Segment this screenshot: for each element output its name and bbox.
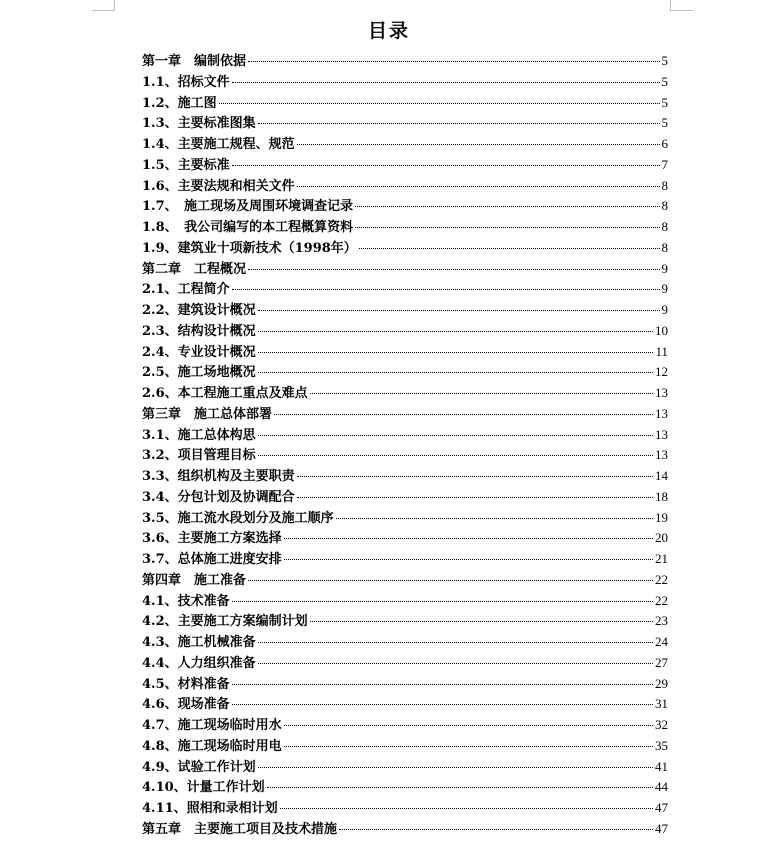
toc-page-number: 44: [655, 779, 668, 795]
toc-entry-label: 1.8、 我公司编写的本工程概算资料: [142, 220, 354, 235]
toc-dot-leader: [248, 579, 653, 581]
toc-page-number: 5: [661, 94, 668, 110]
toc-chapter-entry[interactable]: [142, 404, 668, 425]
toc-chapter-entry[interactable]: [142, 51, 668, 72]
toc-page-number: 13: [655, 385, 668, 400]
toc-section-entry[interactable]: [142, 653, 668, 674]
toc-entry-label: 1.9、建筑业十项新技术（1998年）: [142, 240, 357, 256]
crop-mark-top-left: [92, 0, 115, 11]
toc-entry-label: 2.1、工程简介: [142, 282, 230, 298]
crop-mark-top-right: [670, 0, 693, 11]
toc-page-number: 31: [655, 696, 668, 712]
toc-entry-label: 3.3、组织机构及主要职责: [142, 469, 295, 484]
toc-page-number: 12: [655, 364, 668, 380]
toc-page-number: 47: [655, 800, 668, 815]
toc-entry-label: 2.4、专业设计概况: [142, 344, 256, 360]
toc-section-entry[interactable]: [142, 445, 668, 466]
toc-dot-leader: [284, 537, 653, 539]
toc-page-number: 9: [661, 260, 668, 276]
toc-dot-leader: [232, 81, 660, 83]
toc-entry-label: 3.4、分包计划及协调配合: [142, 489, 295, 505]
toc-entry-label: 1.5、主要标准: [142, 157, 230, 173]
toc-dot-leader: [232, 164, 660, 166]
toc-dot-leader: [355, 205, 659, 207]
toc-entry-label: 3.1、施工总体构思: [142, 427, 256, 443]
toc-section-entry[interactable]: [142, 611, 668, 632]
toc-dot-leader: [232, 683, 653, 685]
toc-entry-label: 4.11、照相和录相计划: [142, 801, 278, 816]
toc-dot-leader: [336, 517, 653, 519]
toc-dot-leader: [258, 309, 660, 311]
toc-dot-leader: [280, 807, 653, 809]
toc-entry-label: 第五章 主要施工项目及技术措施: [142, 821, 338, 837]
toc-section-entry[interactable]: [142, 134, 668, 155]
toc-dot-leader: [258, 434, 653, 436]
toc-page-number: 8: [661, 198, 668, 214]
toc-dot-leader: [284, 724, 653, 726]
toc-page-number: 32: [655, 717, 668, 732]
toc-dot-leader: [267, 786, 653, 788]
toc-dot-leader: [232, 703, 653, 705]
toc-section-entry[interactable]: [142, 508, 668, 529]
toc-page-number: 27: [655, 654, 668, 670]
toc-page-number: 8: [661, 177, 668, 193]
toc-dot-leader: [219, 102, 660, 104]
toc-page-number: 41: [655, 758, 668, 774]
toc-page-number: 5: [661, 115, 668, 131]
toc-entry-label: 第四章 施工准备: [142, 572, 247, 588]
toc-chapter-entry[interactable]: [142, 570, 668, 591]
toc-entry-label: 1.4、主要施工规程、规范: [142, 137, 295, 152]
toc-dot-leader: [297, 496, 653, 498]
toc-entry-label: 3.5、施工流水段划分及施工顺序: [142, 510, 334, 526]
toc-entry-label: 4.5、材料准备: [142, 676, 230, 692]
toc-page-number: 11: [655, 343, 668, 359]
toc-title: 目录: [367, 20, 410, 42]
toc-dot-leader: [297, 143, 660, 145]
toc-section-entry[interactable]: [142, 466, 668, 487]
toc-entry-label: 4.1、技术准备: [142, 593, 230, 609]
toc-section-entry[interactable]: [142, 715, 668, 736]
toc-dot-leader: [258, 641, 653, 643]
toc-dot-leader: [274, 413, 653, 415]
toc-entry-label: 3.6、主要施工方案选择: [142, 531, 282, 547]
toc-section-entry[interactable]: [142, 176, 668, 197]
toc-section-entry[interactable]: [142, 113, 668, 134]
toc-dot-leader: [248, 60, 659, 62]
toc-section-entry[interactable]: [142, 383, 668, 404]
toc-section-entry[interactable]: [142, 757, 668, 778]
toc-section-entry[interactable]: [142, 93, 668, 114]
toc-section-entry[interactable]: [142, 591, 668, 612]
toc-page-number: 9: [661, 302, 668, 317]
toc-page-number: 22: [655, 571, 668, 587]
toc-page-number: 18: [655, 488, 668, 504]
toc-chapter-entry[interactable]: [142, 259, 668, 280]
toc-entry-label: 第三章 施工总体部署: [142, 406, 273, 422]
toc-page-number: 19: [655, 509, 668, 525]
toc-entry-label: 1.1、招标文件: [142, 74, 230, 90]
toc-section-entry[interactable]: [142, 321, 668, 342]
toc-dot-leader: [258, 766, 653, 768]
toc-page-number: 8: [661, 219, 668, 234]
toc-entry-label: 4.2、主要施工方案编制计划: [142, 614, 308, 630]
toc-page-number: 5: [661, 73, 668, 89]
toc-section-entry[interactable]: [142, 777, 668, 798]
toc-section-entry[interactable]: [142, 528, 668, 549]
toc-chapter-entry[interactable]: [142, 819, 668, 840]
toc-section-entry[interactable]: [142, 238, 668, 259]
toc-section-entry[interactable]: [142, 425, 668, 446]
toc-entry-label: 第一章 编制依据: [142, 54, 247, 69]
toc-page-number: 22: [655, 592, 668, 608]
toc-entry-label: 1.6、主要法规和相关文件: [142, 178, 295, 194]
toc-dot-leader: [297, 185, 660, 187]
toc-dot-leader: [297, 475, 653, 477]
toc-section-entry[interactable]: [142, 217, 668, 238]
toc-entry-label: 1.7、 施工现场及周围环境调查记录: [142, 199, 354, 215]
table-of-contents: [142, 51, 668, 840]
toc-page-number: 13: [655, 405, 668, 421]
toc-page-number: 6: [661, 136, 668, 151]
toc-page-number: 35: [655, 737, 668, 753]
toc-entry-label: 2.3、结构设计概况: [142, 323, 256, 339]
toc-page-number: 47: [655, 820, 668, 836]
toc-dot-leader: [258, 662, 653, 664]
toc-entry-label: 2.5、施工场地概况: [142, 365, 256, 381]
toc-page-number: 13: [655, 447, 668, 463]
toc-page-number: 14: [655, 468, 668, 483]
toc-entry-label: 2.6、本工程施工重点及难点: [142, 386, 308, 401]
toc-page-number: 20: [655, 530, 668, 546]
toc-dot-leader: [310, 620, 653, 622]
toc-page-number: 21: [655, 551, 668, 566]
toc-section-entry[interactable]: [142, 632, 668, 653]
toc-dot-leader: [248, 268, 659, 270]
toc-dot-leader: [258, 330, 653, 332]
toc-section-entry[interactable]: [142, 196, 668, 217]
toc-entry-label: 4.3、施工机械准备: [142, 635, 256, 650]
toc-section-entry[interactable]: [142, 736, 668, 757]
toc-section-entry[interactable]: [142, 342, 668, 363]
toc-entry-label: 4.7、施工现场临时用水: [142, 718, 282, 733]
toc-dot-leader: [359, 247, 660, 249]
toc-page-number: 24: [655, 634, 668, 649]
toc-entry-label: 3.2、项目管理目标: [142, 448, 256, 464]
toc-section-entry[interactable]: [142, 694, 668, 715]
toc-dot-leader: [232, 288, 660, 290]
toc-page-number: 8: [661, 239, 668, 255]
toc-dot-leader: [258, 454, 653, 456]
toc-section-entry[interactable]: [142, 72, 668, 93]
toc-page-number: 29: [655, 675, 668, 691]
toc-entry-label: 3.7、总体施工进度安排: [142, 552, 282, 567]
toc-entry-label: 1.3、主要标准图集: [142, 116, 256, 132]
toc-entry-label: 第二章 工程概况: [142, 261, 247, 277]
toc-page-number: 9: [661, 281, 668, 297]
toc-dot-leader: [258, 351, 654, 353]
toc-section-entry[interactable]: [142, 279, 668, 300]
toc-dot-leader: [258, 371, 653, 373]
toc-entry-label: 4.9、试验工作计划: [142, 759, 256, 775]
toc-dot-leader: [339, 828, 653, 830]
toc-entry-label: 2.2、建筑设计概况: [142, 303, 256, 318]
toc-entry-label: 4.8、施工现场临时用电: [142, 738, 282, 754]
toc-page-number: 7: [661, 156, 668, 172]
toc-entry-label: 1.2、施工图: [142, 95, 217, 111]
toc-page-number: 5: [661, 53, 668, 68]
toc-section-entry[interactable]: [142, 487, 668, 508]
toc-entry-label: 4.10、计量工作计划: [142, 780, 265, 796]
toc-dot-leader: [232, 600, 653, 602]
toc-section-entry[interactable]: [142, 300, 668, 321]
toc-dot-leader: [284, 745, 653, 747]
toc-section-entry[interactable]: [142, 549, 668, 570]
toc-dot-leader: [258, 122, 660, 124]
toc-entry-label: 4.6、现场准备: [142, 697, 230, 713]
toc-dot-leader: [355, 226, 659, 228]
toc-section-entry[interactable]: [142, 362, 668, 383]
toc-section-entry[interactable]: [142, 674, 668, 695]
toc-page-number: 13: [655, 426, 668, 442]
toc-page-number: 23: [655, 613, 668, 629]
toc-dot-leader: [284, 558, 653, 560]
toc-page-number: 10: [655, 322, 668, 338]
toc-section-entry[interactable]: [142, 798, 668, 819]
toc-entry-label: 4.4、人力组织准备: [142, 655, 256, 671]
toc-section-entry[interactable]: [142, 155, 668, 176]
toc-dot-leader: [310, 392, 653, 394]
